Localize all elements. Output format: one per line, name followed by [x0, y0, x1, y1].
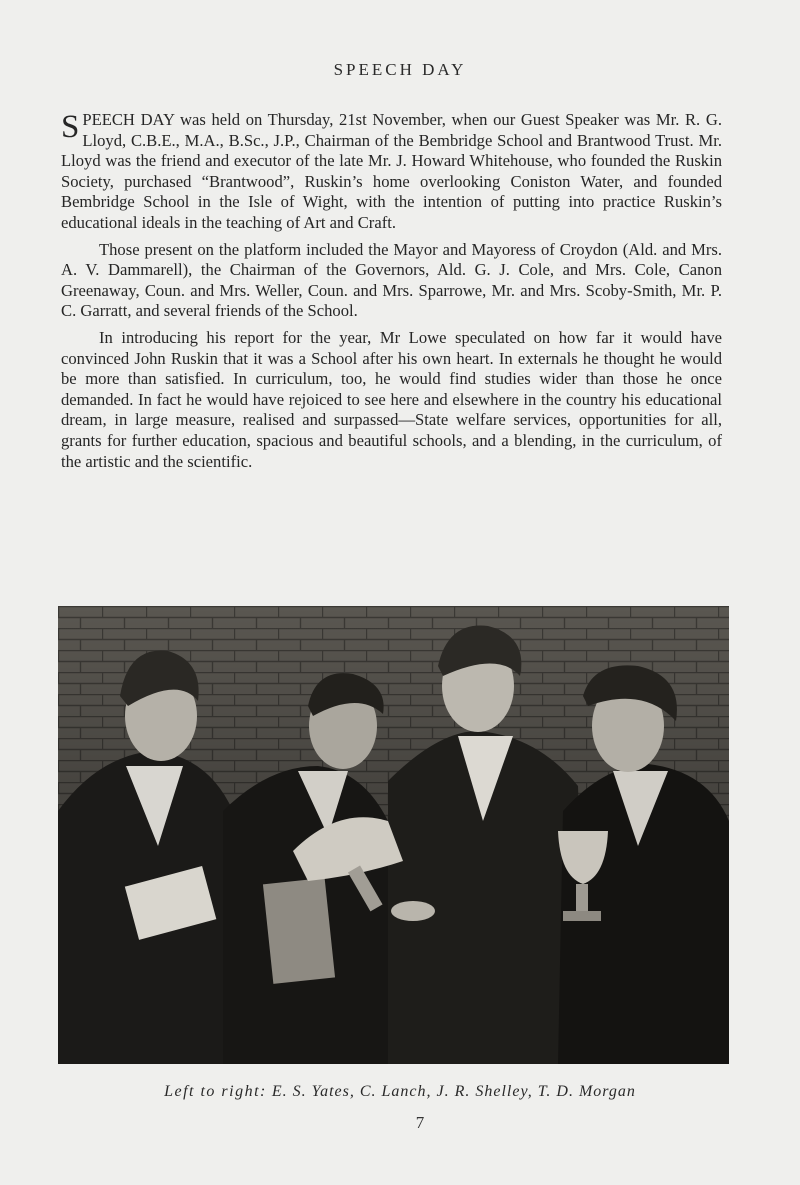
- page-number: 7: [415, 1113, 425, 1132]
- page-title: SPEECH DAY: [333, 60, 467, 79]
- article-paragraph: In introducing his report for the year, Mr Lowe speculated on how far it would have convinced John Ruskin that it was a School after his own heart. In externals he thought he would be more than satisfied. In curriculum, too, he would find studies wider than those he once demanded. In fact he would have rejoiced to see here and elsewhere in the country his educational dream, in large measure, realised and surpassed—State welfare services, opportunities for all, grants for further education, spacious and beautiful schools, and a blending, in the curriculum, of the artistic and the scientific.: [61, 327, 722, 471]
- caption-names: E. S. Yates, C. Lanch, J. R. Shelley, T. D. Morgan: [271, 1083, 636, 1100]
- group-photo: [58, 606, 729, 1064]
- caption-lead: Left to right:: [164, 1083, 267, 1100]
- paragraph-text: PEECH DAY was held on Thursday, 21st November, when our Guest Speaker was Mr. R. G. Lloyd, C.B.E., M.A., B.Sc., J.P., Chairman of the Bembridge School and Brantwood Trust. Mr. Lloyd was the friend and executor of the late Mr. J. Howard Whitehouse, who founded the Ruskin Society, purchased “Brantwood”, Ruskin’s home overlooking Coniston Water, and founded Bembridge School in the Isle of Wight, with the intention of putting into practice Ruskin’s educational ideals in the teaching of Art and Craft.: [61, 110, 722, 232]
- article-paragraph: Those present on the platform included the Mayor and Mayoress of Croydon (Ald. and Mrs. A. V. Dammarell), the Chairman of the Governors, Ald. G. J. Cole, and Mrs. Cole, Canon Greenaway, Coun. and Mrs. Weller, Coun. and Mrs. Sparrowe, Mr. and Mrs. Scoby-Smith, Mr. P. C. Garratt, and several friends of the School.: [61, 239, 722, 321]
- article-body: [61, 110, 722, 472]
- photo-caption: [0, 1083, 800, 1101]
- article-paragraph: [61, 110, 722, 234]
- drop-cap: S: [61, 109, 80, 145]
